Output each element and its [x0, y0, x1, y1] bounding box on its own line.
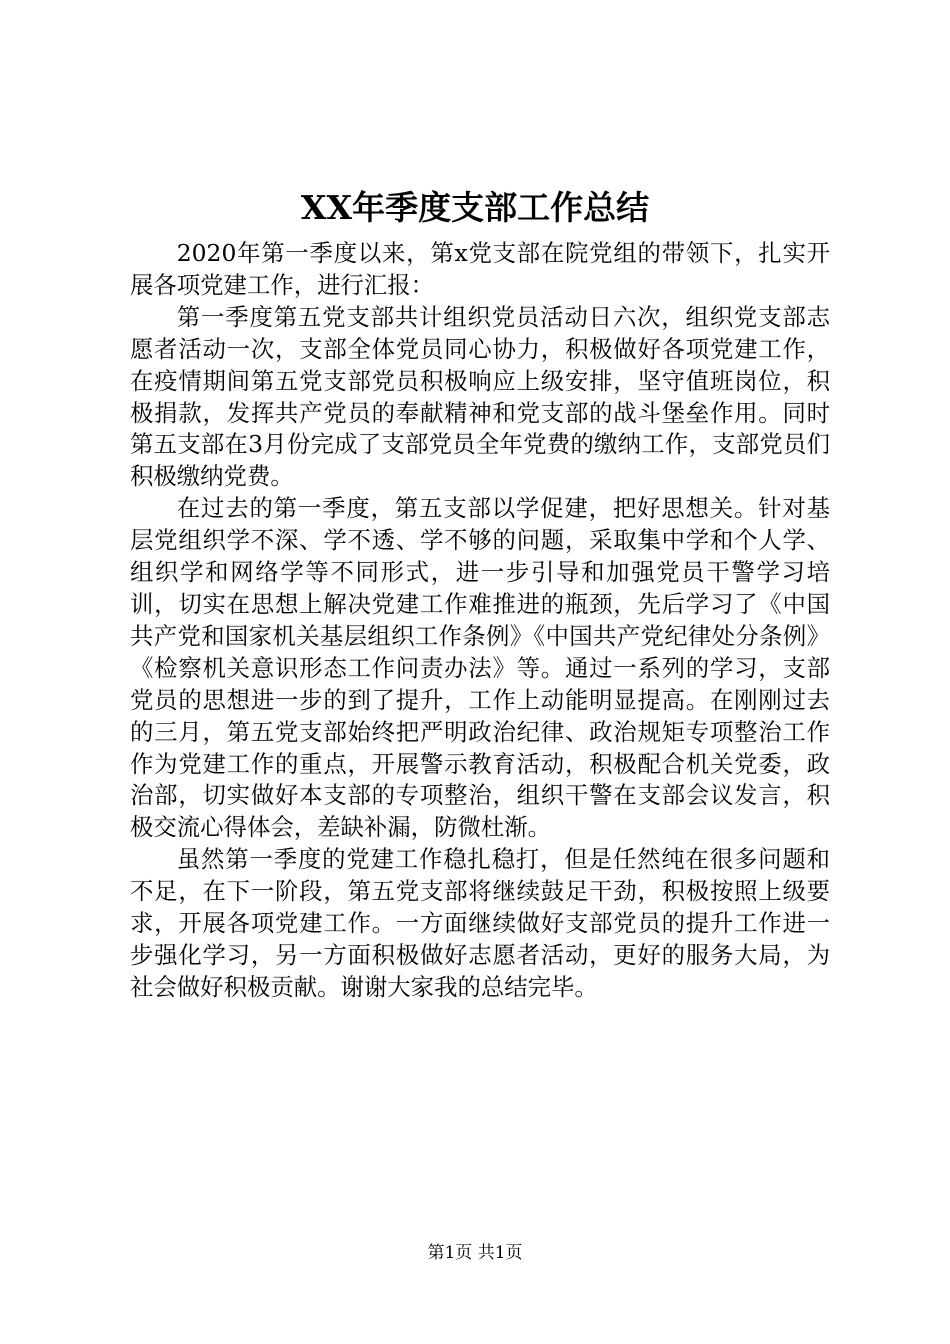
paragraph-study: 在过去的第一季度，第五支部以学促建，把好思想关。针对基层党组织学不深、学不透、学不够的问题，采取集中学和个人学、组织学和网络学等不同形式，进一步引导和加强党员干警学习培训，切实在思想上解决党建工作难推进的瓶颈，先后学习了《中国共产党和国家机关基层组织工作条例》《中国共产党纪律处分条例》《检察机关意识形态工作问责办法》等。通过一系列的学习，支部党员的思想进一步的到了提升，工作上动能明显提高。在刚刚过去的三月，第五党支部始终把严明政治纪律、政治规矩专项整治工作作为党建工作的重点，开展警示教育活动，积极配合机关党委，政治部，切实做好本支部的专项整治，组织干警在支部会议发言，积极交流心得体会，差缺补漏，防微杜渐。	[130, 494, 830, 842]
paragraph-intro: 2020年第一季度以来，第x党支部在院党组的带领下，扎实开展各项党建工作，进行汇报：	[130, 239, 830, 299]
paragraph-conclusion: 虽然第一季度的党建工作稳扎稳打，但是任然纯在很多问题和不足，在下一阶段，第五党支部将继续鼓足干劲，积极按照上级要求，开展各项党建工作。一方面继续做好支部党员的提升工作进一步强化学习，另一方面积极做好志愿者活动，更好的服务大局，为社会做好积极贡献。谢谢大家我的总结完毕。	[130, 845, 830, 1001]
paragraph-activities: 第一季度第五党支部共计组织党员活动日六次，组织党支部志愿者活动一次，支部全体党员同心协力，积极做好各项党建工作，在疫情期间第五党支部党员积极响应上级安排，坚守值班岗位，积极捐款，发挥共产党员的奉献精神和党支部的战斗堡垒作用。同时第五支部在3月份完成了支部党员全年党费的缴纳工作，支部党员们积极缴纳党费。	[130, 302, 830, 491]
document-title: XX年季度支部工作总结	[300, 188, 650, 227]
page-number-footer: 第1页 共1页	[427, 1243, 523, 1263]
document-body	[130, 238, 830, 1004]
